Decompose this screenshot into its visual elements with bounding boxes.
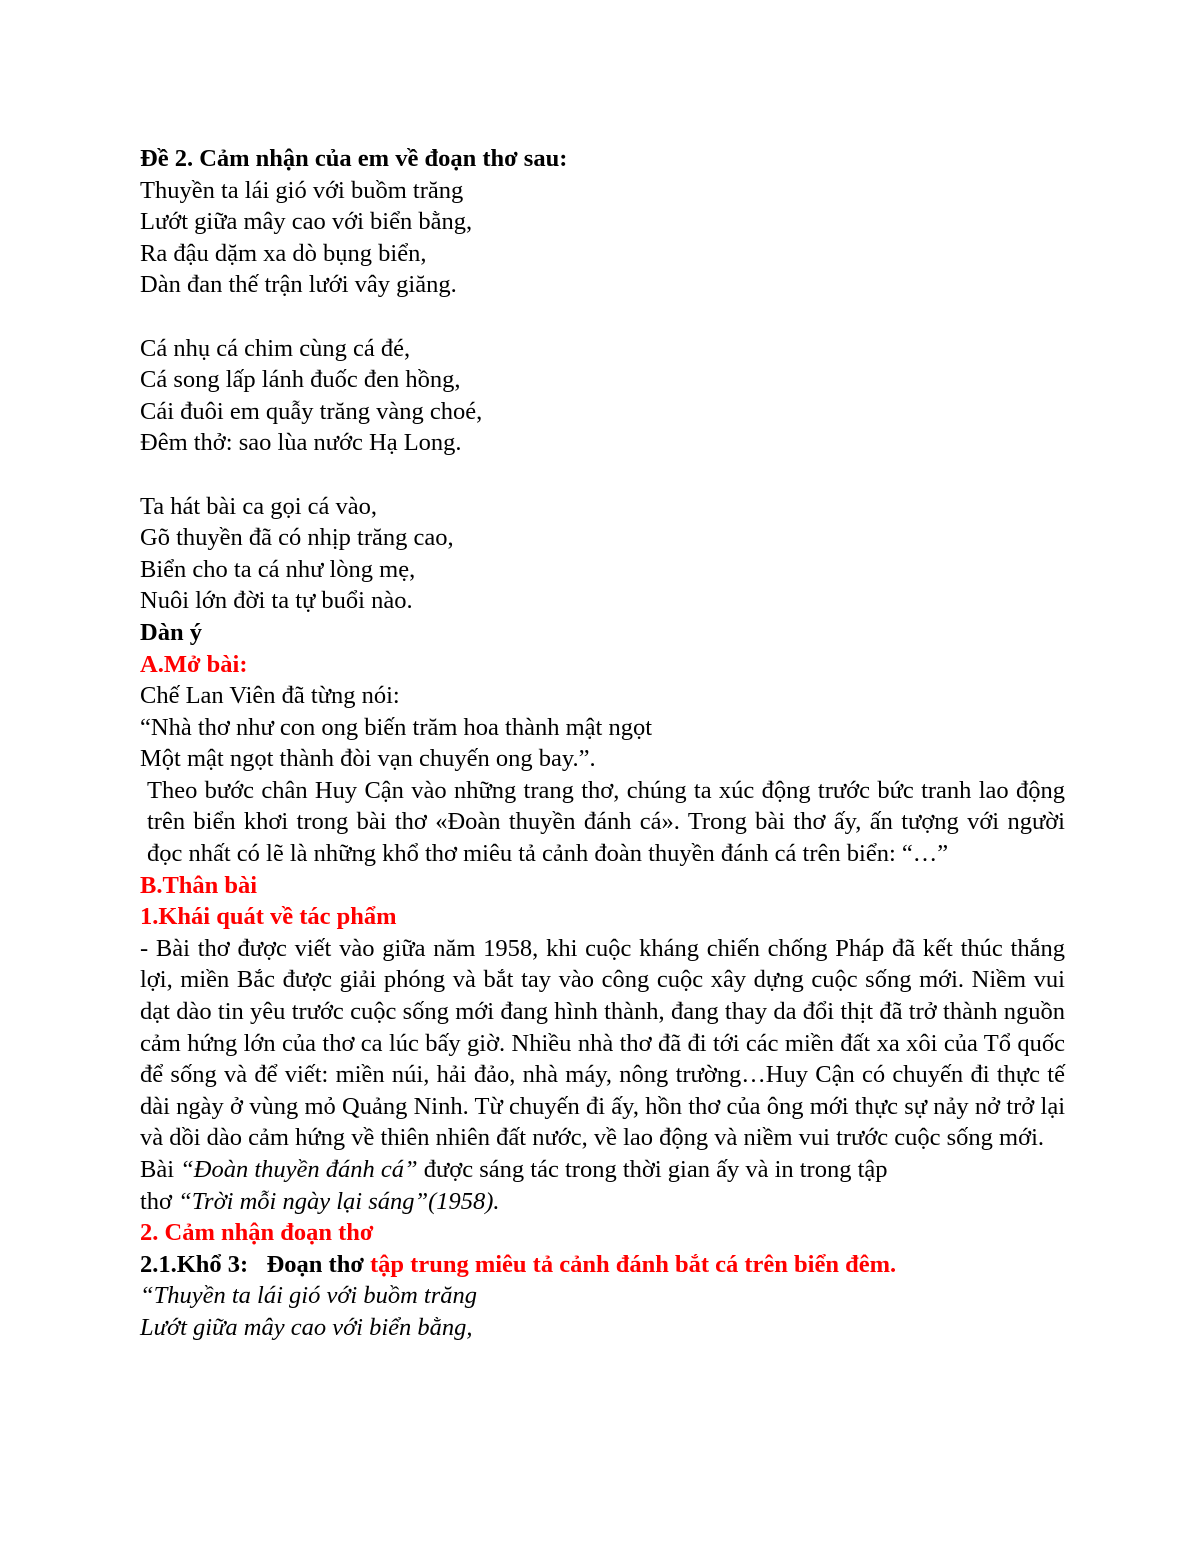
section-b-heading: B.Thân bài <box>140 871 258 899</box>
stanza-gap <box>140 301 1065 333</box>
work-info-prefix: Bài <box>140 1156 181 1183</box>
subsection-2-1-red: tập trung miêu tả cảnh đánh bắt cá trên biển đêm. <box>370 1250 897 1278</box>
collection-title-italic: “Trời mỗi ngày lại sáng”(1958). <box>178 1187 500 1215</box>
collection-info-line <box>140 1186 1065 1218</box>
document-page <box>140 143 1065 1344</box>
subsection-2-1-label: 2.1.Khổ 3: <box>140 1250 249 1278</box>
poem-line: Biển cho ta cá như lòng mẹ, <box>140 555 416 583</box>
section-a-paragraph: Theo bước chân Huy Cận vào những trang thơ, chúng ta xúc động trước bức tranh lao động trên biển khơi trong bài thơ «Đoàn thuyền đánh cá». Trong bài thơ ấy, ấn tượng với người đọc nhất có lẽ là những khổ thơ miêu tả cảnh đoàn thuyền đánh cá trên biển: “…” <box>147 776 1065 868</box>
poem-line: Lướt giữa mây cao với biển bằng, <box>140 208 473 236</box>
poem-line: Gõ thuyền đã có nhịp trăng cao, <box>140 524 454 552</box>
poem-line: Đêm thở: sao lùa nước Hạ Long. <box>140 429 462 457</box>
poem-line: Ra đậu dặm xa dò bụng biển, <box>140 239 427 267</box>
poem-line: Nuôi lớn đời ta tự buổi nào. <box>140 587 413 615</box>
quote-line: Lướt giữa mây cao với biển bằng, <box>140 1313 473 1341</box>
section-a-line: Chế Lan Viên đã từng nói: <box>140 682 400 710</box>
poem-line: Dàn đan thế trận lưới vây giăng. <box>140 271 457 299</box>
collection-prefix: thơ <box>140 1187 179 1215</box>
outline-heading: Dàn ý <box>140 618 202 646</box>
subsection-2-1-heading <box>140 1249 1065 1281</box>
poem-stanza-3 <box>140 491 1065 617</box>
section-a-line: Một mật ngọt thành đòi vạn chuyến ong bay.”. <box>140 745 596 773</box>
quote-line: “Thuyền ta lái gió với buồm trăng <box>140 1282 478 1310</box>
section-a-heading: A.Mở bài: <box>140 650 248 678</box>
poem-line: Ta hát bài ca gọi cá vào, <box>140 492 378 520</box>
subsection-2-heading: 2. Cảm nhận đoạn thơ <box>140 1219 374 1247</box>
poem-line: Cái đuôi em quẫy trăng vàng choé, <box>140 397 483 425</box>
exercise-title: Đề 2. Cảm nhận của em về đoạn thơ sau: <box>140 145 568 172</box>
stanza-gap <box>140 459 1065 491</box>
subsection-2-1-black: Đoạn thơ <box>266 1250 364 1278</box>
poem-stanza-2 <box>140 333 1065 459</box>
work-info-text: được sáng tác trong thời gian ấy và in trong tập <box>417 1156 888 1183</box>
section-a-line: “Nhà thơ như con ong biến trăm hoa thành mật ngọt <box>140 713 653 741</box>
work-info-line <box>140 1154 1065 1186</box>
subsection-1-paragraph: - Bài thơ được viết vào giữa năm 1958, khi cuộc kháng chiến chống Pháp đã kết thúc thắng lợi, miền Bắc được giải phóng và bắt tay vào công cuộc xây dựng cuộc sống mới. Niềm vui dạt dào tin yêu trước cuộc sống mới đang hình thành, đang thay da đổi thịt đã trở thành nguồn cảm hứng lớn của thơ ca lúc bấy giờ. Nhiều nhà thơ đã đi tới các miền đất xa xôi của Tổ quốc để sống và để viết: miền núi, hải đảo, nhà máy, nông trường…Huy Cận có chuyến đi thực tế dài ngày ở vùng mỏ Quảng Ninh. Từ chuyến đi ấy, hồn thơ của ông mới thực sự nảy nở trở lại và dồi dào cảm hứng về thiên nhiên đất nước, về lao động và niềm vui trước cuộc sống mới. <box>140 934 1065 1152</box>
poem-stanza-1 <box>140 175 1065 301</box>
poem-line: Cá nhụ cá chim cùng cá đé, <box>140 334 411 362</box>
subsection-1-heading: 1.Khái quát về tác phẩm <box>140 903 397 931</box>
poem-title-italic: “Đoàn thuyền đánh cá” <box>180 1156 418 1183</box>
poem-line: Thuyền ta lái gió với buồm trăng <box>140 176 464 204</box>
poem-line: Cá song lấp lánh đuốc đen hồng, <box>140 366 461 394</box>
